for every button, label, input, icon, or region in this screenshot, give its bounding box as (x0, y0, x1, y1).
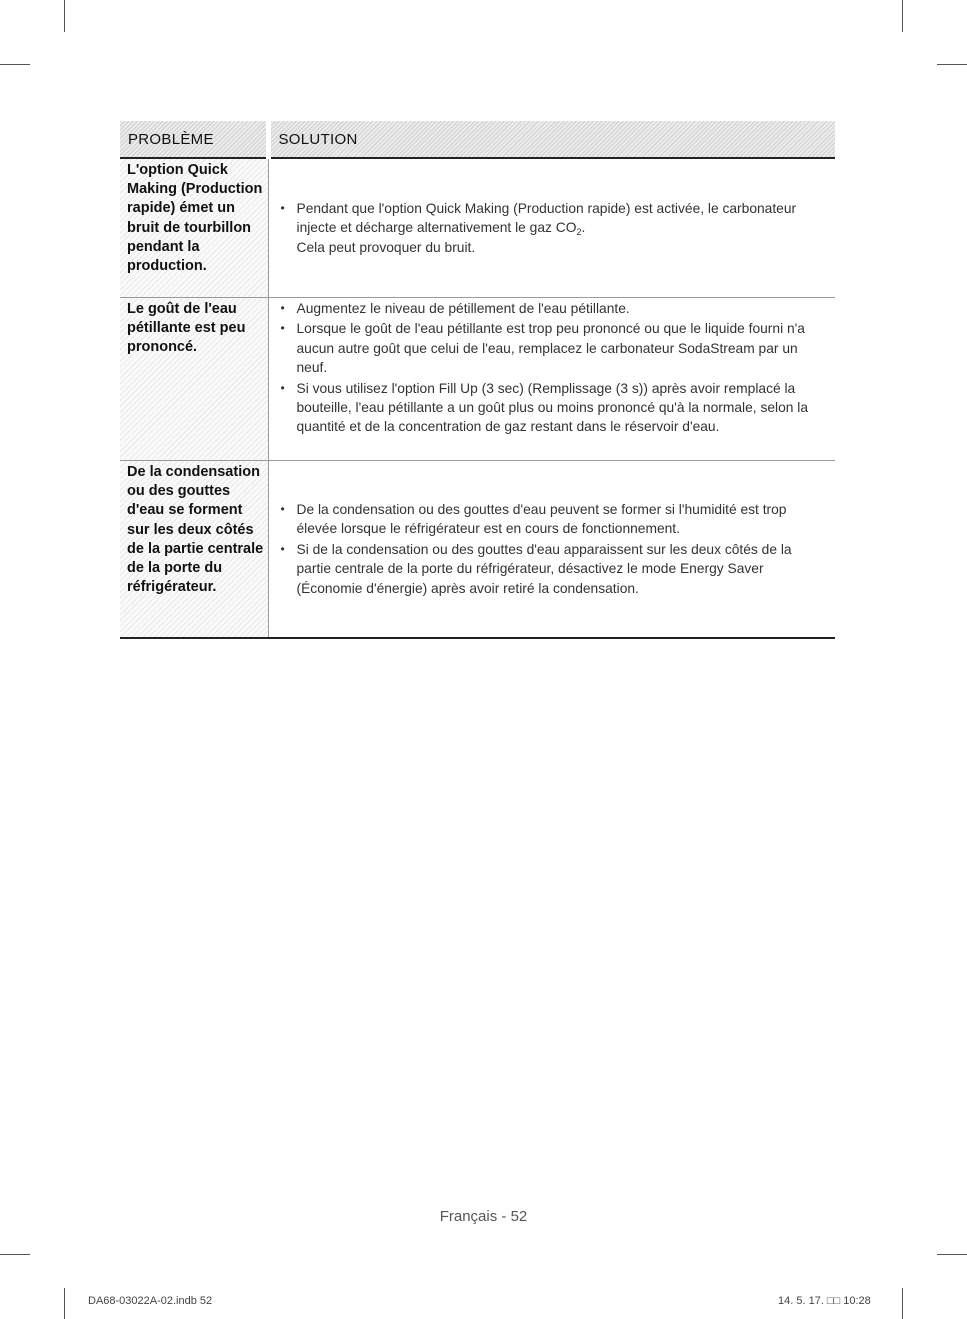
bullet-icon: • (280, 380, 285, 395)
crop-mark (64, 0, 65, 32)
solution-text: De la condensation ou des gouttes d'eau peuvent se former si l'humidité est trop élevée lorsque le réfrigérateur est en cours de fonctionnement. (296, 501, 787, 537)
crop-mark (902, 1288, 903, 1319)
page-number-label: Français - 52 (439, 1208, 528, 1225)
crop-mark (937, 1254, 967, 1255)
problem-cell: Le goût de l'eau pétillante est peu prononcé. (120, 298, 268, 461)
solution-list (281, 500, 822, 598)
crop-mark (937, 64, 967, 65)
table-row (120, 461, 835, 639)
table-header-row (120, 121, 835, 158)
solution-text: Si de la condensation ou des gouttes d'eau apparaissent sur les deux côtés de la partie centrale de la porte du réfrigérateur, désactivez le mode Energy Saver (Économie d'énergie) après avoir retiré la condensation. (296, 541, 792, 596)
table-row (120, 158, 835, 298)
solution-text: Si vous utilisez l'option Fill Up (3 sec) (Remplissage (3 s)) après avoir remplacé la bouteille, l'eau pétillante a un goût plus ou moins prononcé qu'à la normale, selon la quantité et de la concentration de gaz restant dans le réservoir d'eau. (296, 380, 808, 435)
solution-text: Pendant que l'option Quick Making (Production rapide) est activée, le carbonateur injecte et décharge alternativement le gaz CO (296, 200, 797, 236)
bullet-icon: • (280, 541, 285, 556)
table-row (120, 298, 835, 461)
crop-mark (64, 1288, 65, 1319)
solution-cell (268, 461, 835, 639)
list-item (281, 199, 822, 257)
crop-mark (0, 1254, 30, 1255)
solution-text: Augmentez le niveau de pétillement de l'eau pétillante. (296, 301, 630, 316)
troubleshooting-table (120, 121, 835, 639)
problem-cell: L'option Quick Making (Production rapide) émet un bruit de tourbillon pendant la production. (120, 158, 268, 298)
bullet-icon: • (280, 301, 285, 315)
list-item (281, 500, 822, 539)
solution-cell (268, 158, 835, 298)
list-item (281, 540, 822, 598)
list-item (281, 379, 822, 437)
problem-cell: De la condensation ou des gouttes d'eau se forment sur les deux côtés de la partie centrale de la porte du réfrigérateur. (120, 461, 268, 639)
bullet-icon: • (280, 321, 285, 336)
list-item (281, 319, 822, 377)
crop-mark (902, 0, 903, 32)
troubleshooting-table-wrapper (120, 121, 835, 639)
header-problem: PROBLÈME (120, 121, 268, 158)
print-slug-date: 14. 5. 17. □□ 10:28 (778, 1295, 871, 1307)
subscript: 2 (576, 227, 582, 238)
crop-mark (0, 64, 30, 65)
solution-text: Lorsque le goût de l'eau pétillante est trop peu prononcé ou que le liquide fourni n'a aucun autre goût que celui de l'eau, remplacez le carbonateur SodaStream par un neuf. (296, 321, 805, 376)
list-item (281, 299, 822, 318)
solution-cell (268, 298, 835, 461)
print-slug-file: DA68-03022A-02.indb 52 (88, 1295, 213, 1307)
solution-text-extra: Cela peut provoquer du bruit. (296, 239, 476, 255)
solution-text-end: . (581, 220, 586, 236)
solution-list (281, 298, 822, 437)
bullet-icon: • (280, 501, 285, 516)
solution-list (281, 199, 822, 257)
bullet-icon: • (280, 200, 285, 215)
header-solution: SOLUTION (268, 121, 835, 158)
